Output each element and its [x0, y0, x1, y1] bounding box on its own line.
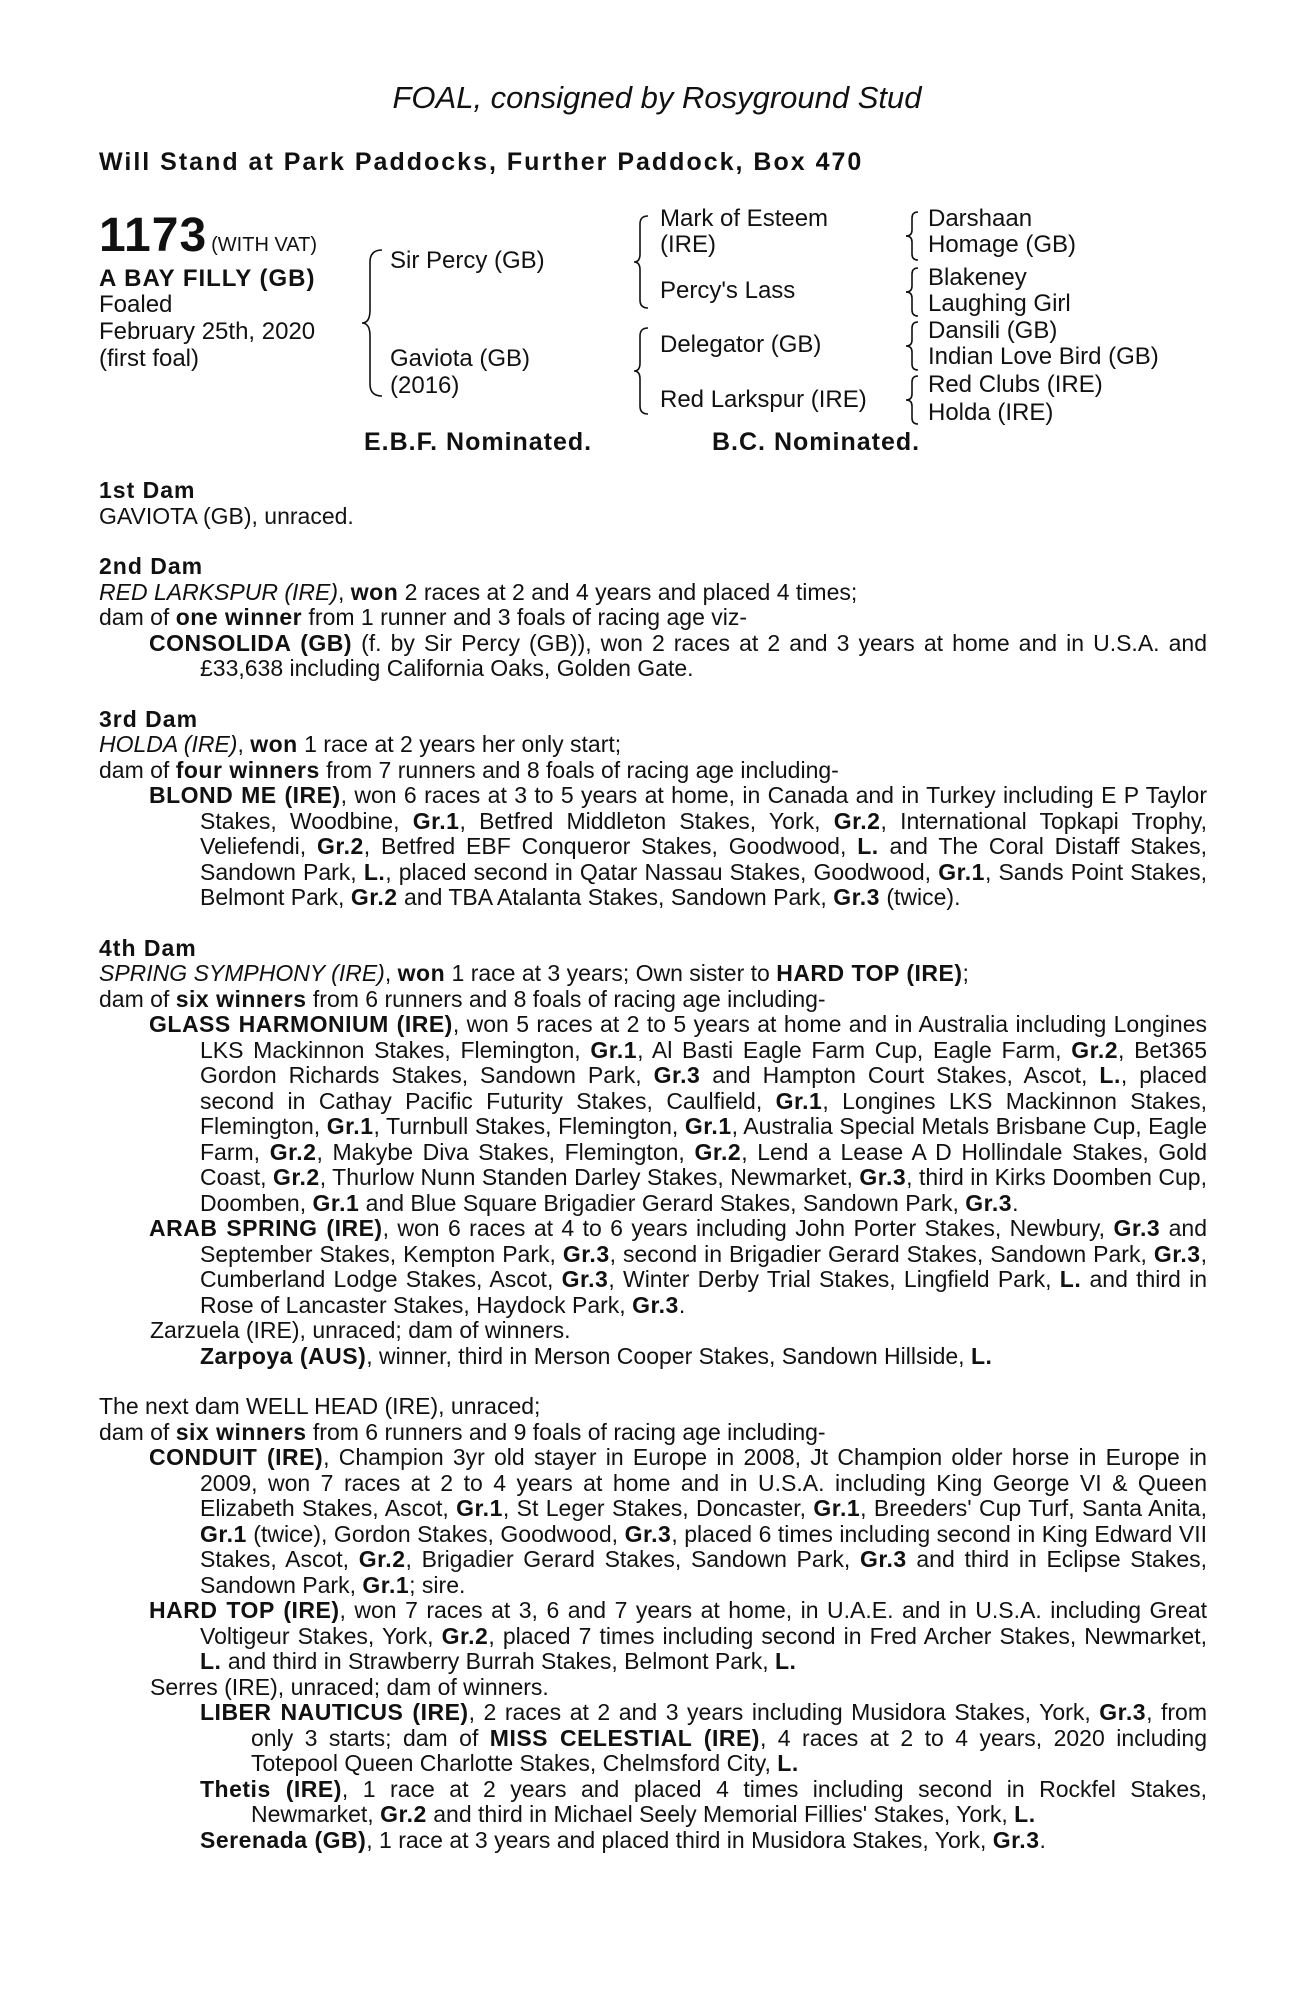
grade: L. — [1014, 1801, 1036, 1827]
text-run: , Lend a Lease A D Hollindale Stakes, Gold Coast, — [200, 1138, 1207, 1190]
text-run: , Betfred EBF Conqueror Stakes, Goodwood, — [363, 833, 858, 859]
grade: L. — [777, 1750, 799, 1776]
text-run: and TBA Atalanta Stakes, Sandown Park, — [397, 884, 834, 910]
pedigree-brace-4 — [904, 210, 924, 262]
foal-note: (first foal) — [99, 345, 200, 372]
won-label: won — [250, 731, 298, 757]
second-dam-title: 2nd Dam — [99, 553, 204, 579]
text-run: , Thurlow Nunn Standen Darley Stakes, Newmarket, — [319, 1164, 860, 1190]
pedigree-brace-5 — [904, 266, 924, 318]
pedigree-gg8: Holda (IRE) — [928, 399, 1054, 426]
progeny-name: Zarpoya (AUS) — [200, 1342, 367, 1369]
winners-count: six winners — [175, 985, 307, 1012]
grade: L. — [1099, 1062, 1121, 1088]
grade: Gr.1 — [362, 1571, 410, 1598]
grade: Gr.2 — [441, 1622, 489, 1649]
winners-count: six winners — [175, 1418, 307, 1445]
fourth-dam-title: 4th Dam — [99, 934, 197, 961]
text-run: , placed 6 times including second in King Edward VII Stakes, Ascot, — [200, 1520, 1207, 1572]
text-run: and third in Michael Seely Memorial Fillies' Stakes, York, — [426, 1801, 1015, 1827]
text-run: , Brigadier Gerard Stakes, Sandown Park, — [405, 1546, 860, 1572]
grade: Gr.1 — [412, 807, 460, 834]
grade: Gr.2 — [272, 1164, 320, 1190]
text-run: and third in Eclipse Stakes, Sandown Park, — [200, 1546, 1207, 1598]
text-run: and Hampton Court Stakes, Ascot, — [700, 1062, 1100, 1088]
text-run: from 1 runner and 3 foals of racing age viz- — [302, 604, 748, 630]
third-dam-title: 3rd Dam — [99, 705, 199, 732]
grade: Gr.3 — [992, 1826, 1040, 1853]
text-run: (f. by Sir Percy (GB)), won 2 races at 2 and 3 years at home and in U.S.A. and £33,638 including California Oaks, Golden Gate. — [200, 629, 1207, 681]
lot-number: 1173 — [99, 209, 208, 262]
text-run: from 6 runners and 9 foals of racing age including- — [306, 1418, 826, 1445]
bc-nominated: B.C. Nominated. — [712, 428, 921, 456]
text-run: , placed second in Cathay Pacific Futurity Stakes, Caulfield, — [200, 1062, 1207, 1114]
text-run: , Breeders' Cup Turf, Santa Anita, — [860, 1495, 1207, 1521]
text-run: dam of — [99, 756, 176, 783]
pedigree-brace-1 — [360, 248, 390, 398]
text-run: , Champion 3yr old stayer in Europe in 2008, Jt Champion older horse in Europe in 2009, won 7 races at 2 to 4 years at home and in U.S.A. including King George VI & Queen Elizabeth Stakes, Ascot, — [200, 1444, 1207, 1521]
grade: Gr.1 — [684, 1113, 732, 1139]
text-run: from 7 runners and 8 foals of racing age including- — [319, 756, 839, 783]
second-dam-section — [99, 554, 1207, 682]
progeny-name: ARAB SPRING (IRE) — [149, 1215, 383, 1241]
grade: Gr.3 — [561, 1266, 609, 1292]
grade: Gr.3 — [653, 1062, 701, 1088]
progeny-name: MISS CELESTIAL (IRE) — [489, 1724, 760, 1751]
text-run: 1 race at 3 years; Own sister to — [445, 960, 777, 986]
text-run: , winner, third in Merson Cooper Stakes, Sandown Hillside, — [366, 1342, 971, 1369]
grade: L. — [200, 1648, 222, 1674]
text-run: dam of — [99, 985, 176, 1012]
text-run: , won 6 races at 4 to 6 years including John Porter Stakes, Newbury, — [382, 1215, 1114, 1241]
text-run: dam of — [99, 604, 176, 630]
lot-number-block — [99, 208, 317, 263]
pedigree-brace-3 — [632, 326, 654, 416]
text-run: , Al Basti Eagle Farm Cup, Eagle Farm, — [637, 1036, 1072, 1063]
text-run: , 1 race at 3 years and placed third in Musidora Stakes, York, — [366, 1826, 993, 1853]
pedigree-sire-sire: Mark of Esteem — [660, 205, 829, 232]
grade: Gr.1 — [312, 1189, 360, 1216]
progeny-name: CONDUIT (IRE) — [149, 1444, 324, 1470]
grade: Gr.2 — [380, 1801, 427, 1827]
text-run: . — [678, 1291, 686, 1318]
consignment-line: FOAL, consigned by Rosyground Stud — [392, 80, 922, 115]
text-run: , Longines LKS Mackinnon Stakes, Flemington, — [200, 1087, 1207, 1139]
text-run: and September Stakes, Kempton Park, — [200, 1215, 1208, 1267]
pedigree-gg6: Indian Love Bird (GB) — [928, 343, 1159, 370]
text-run: . — [1039, 1826, 1046, 1853]
text-run: , Winter Derby Trial Stakes, Lingfield Park, — [608, 1266, 1060, 1292]
text-run: , placed second in Qatar Nassau Stakes, Goodwood, — [385, 858, 939, 885]
grade: L. — [363, 858, 386, 885]
winners-count: four winners — [175, 756, 320, 783]
won-label: won — [350, 578, 399, 605]
progeny-entry — [99, 1216, 1207, 1318]
foaled-date: February 25th, 2020 — [99, 318, 316, 345]
next-dam-produce — [99, 1420, 1207, 1446]
grade: L. — [1059, 1266, 1082, 1292]
text-run: , Sands Point Stakes, Belmont Park, — [200, 858, 1207, 910]
pedigree-sire-sire-country: (IRE) — [660, 231, 716, 258]
text-run: (twice). — [879, 884, 961, 910]
next-dam-intro: The next dam WELL HEAD (IRE), unraced; — [99, 1393, 541, 1419]
pedigree-gg5: Dansili (GB) — [928, 317, 1058, 344]
second-dam-name: RED LARKSPUR (IRE) — [99, 578, 338, 605]
text-run: 2 races at 2 and 4 years and placed 4 times; — [398, 578, 858, 605]
text-run: 1 race at 2 years her only start; — [297, 731, 622, 757]
text-run: , International Topkapi Trophy, Veliefendi, — [200, 807, 1207, 859]
grade: Gr.3 — [859, 1164, 907, 1190]
foaled-label: Foaled — [99, 291, 173, 318]
text-run: . — [1012, 1189, 1019, 1216]
dam-details — [99, 478, 1207, 1853]
pedigree-sire: Sir Percy (GB) — [390, 247, 545, 274]
text-run: and third in Rose of Lancaster Stakes, Haydock Park, — [200, 1266, 1207, 1318]
text-run: ; — [962, 960, 969, 986]
fourth-dam-produce — [99, 987, 1207, 1013]
lot-vat: (WITH VAT) — [211, 234, 318, 256]
lot-title: A BAY FILLY (GB) — [99, 265, 316, 292]
progeny-entry: Serres (IRE), unraced; dam of winners. — [150, 1673, 549, 1700]
grade: Gr.3 — [965, 1189, 1013, 1216]
text-run: , 2 races at 2 and 3 years including Musidora Stakes, York, — [468, 1699, 1100, 1725]
grade: Gr.3 — [1153, 1240, 1201, 1267]
text-run: , — [237, 731, 251, 757]
first-dam-text: GAVIOTA (GB), unraced. — [99, 502, 354, 529]
text-run: , Cumberland Lodge Stakes, Ascot, — [200, 1240, 1207, 1292]
progeny-entry — [99, 1012, 1207, 1216]
grade: Gr.1 — [326, 1113, 374, 1139]
pedigree-brace-6 — [904, 320, 924, 372]
grade: Gr.3 — [859, 1546, 907, 1572]
progeny-name: CONSOLIDA (GB) — [149, 629, 353, 656]
progeny-entry — [99, 1344, 1207, 1370]
text-run: , St Leger Stakes, Doncaster, — [502, 1495, 814, 1521]
stand-location: Will Stand at Park Paddocks, Further Paddock, Box 470 — [99, 148, 864, 176]
fourth-dam-record — [99, 961, 1207, 987]
text-run: , won 6 races at 3 to 5 years at home, in Canada and in Turkey including E P Taylor Stakes, Woodbine, — [200, 782, 1207, 834]
pedigree-sire-dam: Percy's Lass — [660, 277, 796, 304]
first-dam-title: 1st Dam — [99, 477, 196, 503]
second-dam-produce — [99, 605, 1207, 631]
grade: Gr.2 — [350, 884, 398, 910]
text-run: dam of — [99, 1418, 176, 1445]
grade: Gr.2 — [694, 1138, 742, 1165]
progeny-name: Serenada (GB) — [200, 1826, 367, 1853]
pedigree-dam-sire: Delegator (GB) — [660, 331, 822, 358]
progeny-name: BLOND ME (IRE) — [149, 782, 341, 808]
second-dam-record — [99, 580, 1207, 606]
sister-name: HARD TOP (IRE) — [776, 960, 963, 986]
grade: L. — [774, 1648, 797, 1674]
grade: Gr.2 — [1071, 1036, 1119, 1063]
ebf-nominated: E.B.F. Nominated. — [364, 428, 593, 456]
fourth-dam-section — [99, 936, 1207, 1370]
text-run: ; sire. — [409, 1571, 466, 1598]
text-run: , from only 3 starts; dam of — [251, 1699, 1208, 1751]
third-dam-record — [99, 732, 1207, 758]
winners-count: one winner — [175, 604, 303, 630]
pedigree-brace-7 — [904, 374, 924, 426]
text-run: , third in Kirks Doomben Cup, Doomben, — [200, 1164, 1207, 1216]
grade: Gr.3 — [624, 1520, 672, 1547]
third-dam-produce — [99, 758, 1207, 784]
pedigree-dam-year: (2016) — [390, 372, 460, 399]
grade: Gr.1 — [938, 858, 985, 885]
text-run: and third in Strawberry Burrah Stakes, Belmont Park, — [221, 1648, 775, 1674]
won-label: won — [397, 960, 446, 986]
grade: Gr.2 — [358, 1546, 406, 1572]
grade: L. — [970, 1342, 993, 1369]
progeny-entry — [99, 1598, 1207, 1675]
progeny-name: Thetis (IRE) — [200, 1775, 342, 1802]
grade: Gr.2 — [317, 833, 364, 859]
grade: Gr.3 — [562, 1240, 610, 1267]
text-run: , won 7 races at 3, 6 and 7 years at home, in U.A.E. and in U.S.A. including Great Voltigeur Stakes, York, — [200, 1597, 1208, 1649]
grade: Gr.3 — [833, 884, 880, 910]
pedigree-dam: Gaviota (GB) — [390, 345, 531, 372]
next-dam-section — [99, 1394, 1207, 1853]
pedigree-gg2: Homage (GB) — [928, 231, 1077, 258]
progeny-entry — [99, 631, 1207, 682]
text-run: , 1 race at 2 years and placed 4 times including second in Rockfel Stakes, Newmarket, — [251, 1775, 1208, 1827]
grade: Gr.2 — [269, 1138, 317, 1165]
grade: L. — [857, 833, 879, 859]
progeny-entry — [99, 1777, 1207, 1828]
progeny-entry — [99, 1828, 1207, 1854]
text-run: , second in Brigadier Gerard Stakes, Sandown Park, — [609, 1240, 1154, 1267]
pedigree-gg7: Red Clubs (IRE) — [928, 371, 1103, 398]
grade: Gr.2 — [833, 807, 881, 834]
third-dam-name: HOLDA (IRE) — [99, 731, 238, 757]
text-run: , 4 races at 2 to 4 years, 2020 including Totepool Queen Charlotte Stakes, Chelmsford City, — [251, 1724, 1207, 1776]
pedigree-brace-2 — [632, 214, 654, 310]
pedigree-gg3: Blakeney — [928, 264, 1027, 291]
grade: Gr.1 — [775, 1087, 823, 1114]
grade: Gr.3 — [632, 1291, 679, 1318]
progeny-name: HARD TOP (IRE) — [149, 1597, 340, 1623]
grade: Gr.1 — [813, 1495, 861, 1521]
progeny-entry: Zarzuela (IRE), unraced; dam of winners. — [150, 1317, 571, 1343]
progeny-entry — [99, 783, 1207, 911]
first-dam-section — [99, 478, 1207, 529]
text-run: , won 5 races at 2 to 5 years at home and in Australia including Longines LKS Mackinnon Stakes, Flemington, — [200, 1011, 1207, 1063]
text-run: , placed 7 times including second in Fred Archer Stakes, Newmarket, — [488, 1622, 1207, 1649]
grade: Gr.1 — [200, 1520, 247, 1547]
grade: Gr.1 — [590, 1036, 638, 1063]
text-run: , — [384, 960, 398, 986]
grade: Gr.1 — [456, 1495, 503, 1521]
fourth-dam-name: SPRING SYMPHONY (IRE) — [99, 960, 385, 986]
progeny-name: GLASS HARMONIUM (IRE) — [149, 1011, 453, 1037]
progeny-entry — [99, 1445, 1207, 1598]
text-run: (twice), Gordon Stakes, Goodwood, — [246, 1520, 625, 1547]
progeny-name: LIBER NAUTICUS (IRE) — [200, 1699, 469, 1725]
text-run: , Australia Special Metals Brisbane Cup, Eagle Farm, — [200, 1113, 1207, 1165]
text-run: , Bet365 Gordon Richards Stakes, Sandown Park, — [200, 1036, 1207, 1088]
text-run: from 6 runners and 8 foals of racing age including- — [306, 985, 826, 1012]
text-run: and Blue Square Brigadier Gerard Stakes, Sandown Park, — [359, 1189, 966, 1216]
third-dam-section — [99, 707, 1207, 911]
pedigree-gg4: Laughing Girl — [928, 290, 1071, 317]
grade: Gr.3 — [1099, 1699, 1147, 1725]
grade: Gr.3 — [1113, 1215, 1161, 1241]
progeny-entry — [99, 1700, 1207, 1777]
text-run: and The Coral Distaff Stakes, Sandown Park, — [200, 833, 1207, 885]
text-run: , Turnbull Stakes, Flemington, — [373, 1113, 685, 1139]
pedigree-gg1: Darshaan — [928, 205, 1033, 232]
pedigree-dam-dam: Red Larkspur (IRE) — [660, 386, 867, 413]
text-run: , Betfred Middleton Stakes, York, — [459, 807, 834, 834]
text-run: , — [337, 578, 351, 605]
text-run: , Makybe Diva Stakes, Flemington, — [316, 1138, 695, 1165]
